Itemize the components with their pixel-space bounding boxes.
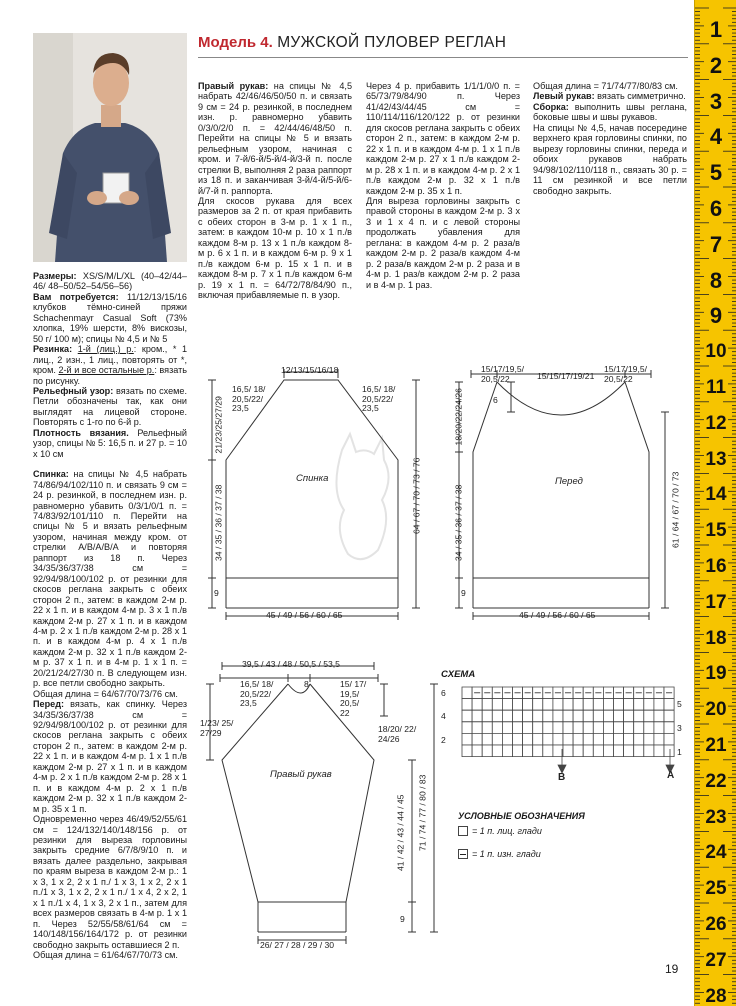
chart-cell <box>533 710 543 722</box>
ruler-number: 4 <box>709 124 723 150</box>
legend-title: УСЛОВНЫЕ ОБОЗНАЧЕНИЯ <box>458 811 585 821</box>
ruler-number: 20 <box>705 699 727 721</box>
materials-paragraph: Вам потребуется: 11/12/13/15/16 клубков тёмно-синей пряжи Schachenmayr Casual Soft (73% хлопка, 19% шерсти, 8% вискозы, 50 г/ 100 м); спицы № 4,5 и № 5 <box>33 291 187 344</box>
chart-row-4: 4 <box>441 711 446 721</box>
chart-cell <box>502 733 512 745</box>
measuring-tape-ruler <box>694 0 736 1006</box>
chart-cell <box>614 710 624 722</box>
chart-cell <box>573 699 583 711</box>
column-4 <box>533 81 687 196</box>
sleeve-top-right-label: 15/ 17/ 19,5/ 20,5/ 22 <box>340 679 367 718</box>
front-body-height-label: 34 / 35 / 36 / 37 / 38 <box>453 484 464 561</box>
ruler-number: 19 <box>705 663 727 685</box>
chart-row-6: 6 <box>441 688 446 698</box>
chart-cell <box>482 722 492 734</box>
ruler-number: 16 <box>705 556 727 577</box>
front-top-mid-label: 15/15/17/19/21 <box>537 371 595 381</box>
sleeve-name-label: Правый рукав <box>270 769 332 780</box>
chart-cell <box>502 722 512 734</box>
chart-cell <box>523 745 533 757</box>
chart-row-2: 2 <box>441 735 446 745</box>
chart-cell <box>472 722 482 734</box>
chart-cell <box>644 710 654 722</box>
chart-cell <box>513 722 523 734</box>
chart-cell <box>563 710 573 722</box>
chart-cell <box>573 710 583 722</box>
legend-knit: = 1 п. лиц. глади <box>458 826 542 836</box>
sleeve-outline <box>222 684 288 902</box>
chart-cell <box>634 710 644 722</box>
chart-title: СХЕМА <box>441 669 476 680</box>
sleeve-top-mid-label: 8 <box>304 679 309 689</box>
back-body-height-label: 34 / 35 / 36 / 37 / 38 <box>213 484 224 561</box>
chart-row-5: 5 <box>677 699 682 709</box>
chart-cell <box>654 710 664 722</box>
chart-row-1: 1 <box>677 747 682 757</box>
ruler-number: 13 <box>705 448 727 470</box>
page-title <box>198 34 688 56</box>
ruler-number: 1 <box>709 17 723 42</box>
chart-cell <box>593 722 603 734</box>
chart-cell <box>563 722 573 734</box>
chart-cell <box>472 733 482 745</box>
page-number: 19 <box>665 962 679 976</box>
front-total: Общая длина = 61/64/67/70/73 см. <box>33 950 178 960</box>
chart-cell <box>614 745 624 757</box>
ruler-number: 26 <box>705 914 727 935</box>
chart-cell <box>492 699 502 711</box>
sleeve-left-side-label: 1/23/ 25/ 27/29 <box>200 718 234 738</box>
chart-cell <box>492 722 502 734</box>
chart-cell <box>603 699 613 711</box>
legend-purl: = 1 п. изн. глади <box>458 849 541 859</box>
chart-cell <box>502 710 512 722</box>
ruler-number: 12 <box>705 412 727 434</box>
chart-cell <box>634 745 644 757</box>
chart-cell <box>593 699 603 711</box>
chart-cell <box>533 745 543 757</box>
sleeve-rib-label: 9 <box>400 914 405 924</box>
ruler-number: 25 <box>705 878 727 900</box>
sleeve-top-width-label: 39,5 / 43 / 48 / 50,5 / 53,5 <box>242 659 340 669</box>
sleeve-total-height-label: 71 / 74 / 77 / 80 / 83 <box>417 774 428 851</box>
ruler-number: 21 <box>705 735 727 756</box>
chart-cell <box>664 699 674 711</box>
chart-cell <box>593 733 603 745</box>
chart-cell <box>553 699 563 711</box>
chart-cell <box>624 745 634 757</box>
chart-cell <box>523 699 533 711</box>
back-left-top-label: 16,5/ 18/ 20,5/22/ 23,5 <box>232 384 266 413</box>
chart-cell <box>462 733 472 745</box>
chart-cell <box>634 699 644 711</box>
chart-cell <box>664 733 674 745</box>
ruler-number: 6 <box>709 196 723 221</box>
chart-cell <box>573 733 583 745</box>
sleeve-bottom-label: 26/ 27 / 28 / 29 / 30 <box>260 940 335 950</box>
chart-cell <box>553 722 563 734</box>
sleeve-paragraph: Правый рукав: на спицы № 4,5 набрать 42/46/46/50/50 п. и связать 9 см = 24 р. резинкой, в последнем изн. р. равномерно убавить 0/3/0/2/0 п. = 42/44/46/48/50 п. Перейти на спицы № 5 и вязать рельефным узором, начиная с кром. и 7-й/6-й/5-й/4-й/3-й п. после стрелки В, выполняя 2 раза раппорт из 18 п. и заканчивая 3-й/4-й/5-й/6-й/7-й п. раппорта. <box>198 81 352 196</box>
front-paragraph: Перед: вязать, как спинку. Через 34/35/36/37/38 см = 92/94/98/100/102 р. от резинки для скосов реглана закрыть с обеих сторон 2 п., затем: в каждом 2-м р. 22 х 1 п. и в каждом 4-м р. 1 х 1 п./в каждом 2-м р. 27 х 1 п. и в каждом 4-м р. 2 х 1 п./в каждом 2-м р. 28 х 1 п. и в каждом 4-м р. 2 х 1 п./в каждом 2-м р. 32 х 1 п./в каждом 2-м р. 35 х 1 п. <box>33 699 187 814</box>
chart-cell <box>603 722 613 734</box>
chart-cell <box>513 745 523 757</box>
left-sleeve-paragraph: Левый рукав: вязать симметрично. <box>533 91 686 102</box>
chart-cell <box>513 699 523 711</box>
chart-cell <box>533 733 543 745</box>
chart-cell <box>492 710 502 722</box>
front-diagram <box>445 360 695 635</box>
front-top-right-label: 15/17/19,5/ 20,5/22 <box>604 364 648 384</box>
chart-cell <box>654 733 664 745</box>
chart-cell <box>502 745 512 757</box>
sleeve-body-height-label: 41 / 42 / 43 / 44 / 45 <box>395 794 406 871</box>
rib-paragraph: Резинка: 1-й (лиц.) р.: кром., * 1 лиц., 2 изн., 1 лиц., повторять от *, кром. 2-й и все остальные р.: вязать по рисунку. <box>33 344 187 386</box>
chart-arrow-a-label: A <box>667 770 675 781</box>
chart-cell <box>543 722 553 734</box>
chart-cell <box>523 722 533 734</box>
chart-cell <box>502 699 512 711</box>
chart-cell <box>634 733 644 745</box>
chart-cell <box>472 699 482 711</box>
column-3 <box>366 81 520 290</box>
chart-cell <box>593 710 603 722</box>
assembly-paragraph: Сборка: выполнить швы реглана, боковые швы и швы рукавов. <box>533 101 687 123</box>
chart-cell <box>654 722 664 734</box>
chart-cell <box>513 710 523 722</box>
chart-cell <box>543 699 553 711</box>
chart-cell <box>472 745 482 757</box>
sleeve-right-neck-label: 18/20/ 22/ 24/26 <box>378 724 417 744</box>
front-paragraph-2: Одновременно через 46/49/52/55/61 см = 124/132/140/148/156 р. от резинки для выреза горловины закрыть средние 6/7/8/9/10 п. и вязать далее раздельно, закрывая по краям выреза в каждом 2-м р.: 1 х 3, 1 х 2, 2 х 1 п./ 1 х 3, 1 х 2, 2 х 1 п./1 х 3, 1 х 2, 2 х 1 п./ 1 х 4, 2 х 2, 1 х 1 п./1 х 4, 1 х 3, 2 х 1 п., затем для всех размеров связать в 4-м р. 1 х 1 п. Через 52/55/58/61/64 см = 140/148/156/164/172 р. от резинки свободно закрыть оставшиеся 2 п. <box>33 814 187 950</box>
ruler-number: 7 <box>709 231 723 257</box>
model-photo <box>33 33 187 262</box>
model-number: Модель 4. <box>198 34 273 51</box>
chart-cell <box>583 710 593 722</box>
back-raglan-height-label: 21/23/25/27/29 <box>213 396 224 454</box>
knit-symbol-icon <box>458 826 468 836</box>
chart-arrow-b-label: B <box>558 772 566 783</box>
sleeve-top-left-label: 16,5/ 18/ 20,5/22/ 23,5 <box>240 679 274 708</box>
front-name-label: Перед <box>555 476 583 487</box>
sleeve-continued: Через 4 р. прибавить 1/1/1/0/0 п. = 65/73/79/84/90 п. Через 41/42/43/44/45 см = 110/114/116/120/122 р. от резинки для скосов реглана закрыть с обеих сторон 2 п., затем: в каждом 2-м р. 22 х 1 п. и в каждом 4-м р. 1 х 1 п./в каждом 2-м р. 27 х 1 п./в каждом 2-м р. 28 х 1 п. и в каждом 4-м р. 2 х 1 п./в каждом 2-м р. 32 х 1 п./в каждом 2-м р. 35 х 1 п. <box>366 81 520 196</box>
chart-cell <box>614 699 624 711</box>
chart-cell <box>664 710 674 722</box>
chart-cell <box>644 745 654 757</box>
title-rule <box>198 57 688 58</box>
back-rib-label: 9 <box>214 588 219 598</box>
chart-cell <box>634 722 644 734</box>
model-photo-illustration <box>33 33 187 262</box>
front-bottom-label: 45 / 49 / 56 / 60 / 65 <box>519 610 596 620</box>
ruler-number: 23 <box>705 806 727 828</box>
assembly-paragraph-2: На спицы № 4,5, начав посередине верхнего края горловины спинки, по вырезу горловины спинки, переда и обоих рукавов набрать 94/98/102/110/118 п., связать 30 р. = 11 см резинкой и все петли свободно закрыть. <box>533 122 687 196</box>
chart-cell <box>462 745 472 757</box>
chart-cell <box>624 733 634 745</box>
density-paragraph: Плотность вязания. Рельефный узор, спицы № 5: 16,5 п. и 27 р. = 10 х 10 см <box>33 427 188 459</box>
chart-cell <box>553 733 563 745</box>
chart-cell <box>462 722 472 734</box>
model-name: МУЖСКОЙ ПУЛОВЕР РЕГЛАН <box>277 34 507 51</box>
chart-cell <box>462 687 472 699</box>
chart-cell <box>462 699 472 711</box>
ruler-number: 10 <box>705 341 727 363</box>
ruler-number: 17 <box>705 591 727 613</box>
chart-cell <box>624 722 634 734</box>
back-right-top-label: 16,5/ 18/ 20,5/22/ 23,5 <box>362 384 396 413</box>
chart-cell <box>543 733 553 745</box>
front-rib-label: 9 <box>461 588 466 598</box>
cat-watermark-icon <box>322 430 402 570</box>
purl-symbol-icon <box>458 849 468 859</box>
ruler-number: 5 <box>709 160 723 186</box>
back-name-label: Спинка <box>296 473 329 484</box>
chart-cell <box>583 699 593 711</box>
ruler-number: 8 <box>709 267 723 293</box>
chart-cell <box>583 722 593 734</box>
ruler-number: 9 <box>709 303 723 329</box>
chart-cell <box>523 710 533 722</box>
chart-cell <box>624 710 634 722</box>
relief-paragraph: Рельефный узор: вязать по схеме. Петли обозначены так, как они выглядят на лицевой стороне. Повторять с 1-го по 6-й р. <box>33 385 187 428</box>
front-total-height-label: 61 / 64 / 67 / 70 / 73 <box>670 471 681 548</box>
chart-cell <box>573 745 583 757</box>
ruler-number: 28 <box>705 985 727 1006</box>
chart-cell <box>543 710 553 722</box>
chart-cell <box>543 745 553 757</box>
back-top-label: 12/13/15/16/18 <box>281 365 339 375</box>
chart-cell <box>654 699 664 711</box>
ruler-number: 18 <box>705 627 727 649</box>
back-total: Общая длина = 64/67/70/73/76 см. <box>33 688 178 699</box>
sleeve-paragraph-2: Для скосов рукава для всех размеров за 2 п. от края прибавить с обеих сторон в 3-м р. 1 х 1 п., затем: в каждом 10-м р. 10 х 1 п./в каждом 8-м р. 13 х 1 п./в каждом 8-м р. 6 х 1 п. и в каждом 6-м р. 9 х 1 п./в каждом 6-м р. 15 х 1 п. и в каждом 8-м р. 7 х 1 п./в каждом 6-м р. 19 х 1 п. = 64/72/78/84/90 п., включая прибавляемые п. в узор. <box>198 195 352 301</box>
front-raglan-height-label: 18/20/22/24/26 <box>453 388 464 446</box>
chart-cell <box>664 722 674 734</box>
back-bottom-label: 45 / 49 / 56 / 60 / 65 <box>266 610 343 620</box>
chart-cell <box>533 722 543 734</box>
chart-cell <box>664 745 674 757</box>
chart-cell <box>563 733 573 745</box>
ruler-number: 11 <box>705 377 727 398</box>
chart-row-3: 3 <box>677 723 682 733</box>
back-total-height-label: 64 / 67 / 70 / 73 / 76 <box>411 457 422 534</box>
chart-cell <box>614 722 624 734</box>
ruler-number: 2 <box>709 52 723 78</box>
chart-cell <box>513 733 523 745</box>
column-1 <box>33 271 187 960</box>
chart-cell <box>553 745 563 757</box>
sizes-paragraph: Размеры: XS/S/M/L/XL (40–42/44–46/ 48–50/52–54/56–56) <box>33 271 187 292</box>
chart-cell <box>583 745 593 757</box>
ruler-number: 24 <box>705 842 727 864</box>
chart-cell <box>573 722 583 734</box>
stitch-chart <box>458 683 698 783</box>
chart-cell <box>614 733 624 745</box>
ruler-number: 15 <box>705 520 727 542</box>
chart-cell <box>644 722 654 734</box>
chart-cell <box>603 745 613 757</box>
chart-cell <box>644 699 654 711</box>
chart-cell <box>563 699 573 711</box>
chart-cell <box>482 733 492 745</box>
sleeve-diagram <box>198 656 448 956</box>
chart-cell <box>603 710 613 722</box>
ruler-number: 3 <box>709 88 723 114</box>
ruler-number: 14 <box>705 484 727 506</box>
back-paragraph: Спинка: на спицы № 4,5 набрать 74/86/94/102/110 п. и связать 9 см = 24 р. резинкой, в последнем изн. р. равномерно убавить 0/3/1/0/1 п. = 74/83/92/101/110 п. Перейти на спицы № 5 и вязать рельефным узором, начиная между кром. от стрелки А/В/А/В/А и повторяя раппорт из 18 п. Через 34/35/36/37/38 см = 92/94/98/100/102 р. от резинки для скосов реглана закрыть с обеих сторон 2 п., затем: в каждом 2-м р. 22 х 1 п. и в каждом 4-м р. 3 х 1 п./в каждом 2-м р. 27 х 1 п. и в каждом 4-м р. 2 х 1 п./в каждом 2-м р. 28 х 1 п. и в каждом 4-м р. 4 х 1 п./в каждом 2-м р. 32 х 1 п./в каждом 2-м р. 37 х 1 п. и в 4-м р. 1 х 1 п. = 20/21/24/27/30 п. В следующем изн. р. все петли свободно закрыть. <box>33 469 187 689</box>
chart-cell <box>523 733 533 745</box>
chart-cell <box>553 710 563 722</box>
front-outline <box>473 382 497 578</box>
sleeve-total: Общая длина = 71/74/77/80/83 см. <box>533 81 678 91</box>
chart-cell <box>482 745 492 757</box>
chart-cell <box>472 710 482 722</box>
chart-cell <box>482 710 492 722</box>
chart-cell <box>492 745 502 757</box>
front-neck-label: 6 <box>493 395 498 405</box>
chart-cell <box>644 733 654 745</box>
chart-cell <box>583 733 593 745</box>
front-top-left-label: 15/17/19,5/ 20,5/22 <box>481 364 525 384</box>
chart-cell <box>533 699 543 711</box>
ruler-number: 22 <box>705 770 727 792</box>
column-2 <box>198 81 352 301</box>
chart-cell <box>654 745 664 757</box>
ruler-number: 27 <box>705 949 727 971</box>
chart-cell <box>462 710 472 722</box>
chart-cell <box>624 699 634 711</box>
chart-cell <box>593 745 603 757</box>
sleeve-neckline: Для выреза горловины закрыть с правой стороны в каждом 2-м р. 3 х 3 и 1 х 4 п. и с левой стороны продолжать убавления для реглана: в каждом 4-м р. 2 раза/в каждом 2-м р. 2 раза/в каждом 4-м р. 2 раза/в каждом 2-м р. 2 раза и в 4-м р. 1 раз/в каждом 2-м р. 2 раза и в 4-м р. 1 раз. <box>366 195 520 290</box>
chart-cell <box>563 745 573 757</box>
chart-cell <box>603 733 613 745</box>
chart-cell <box>482 699 492 711</box>
chart-cell <box>492 733 502 745</box>
